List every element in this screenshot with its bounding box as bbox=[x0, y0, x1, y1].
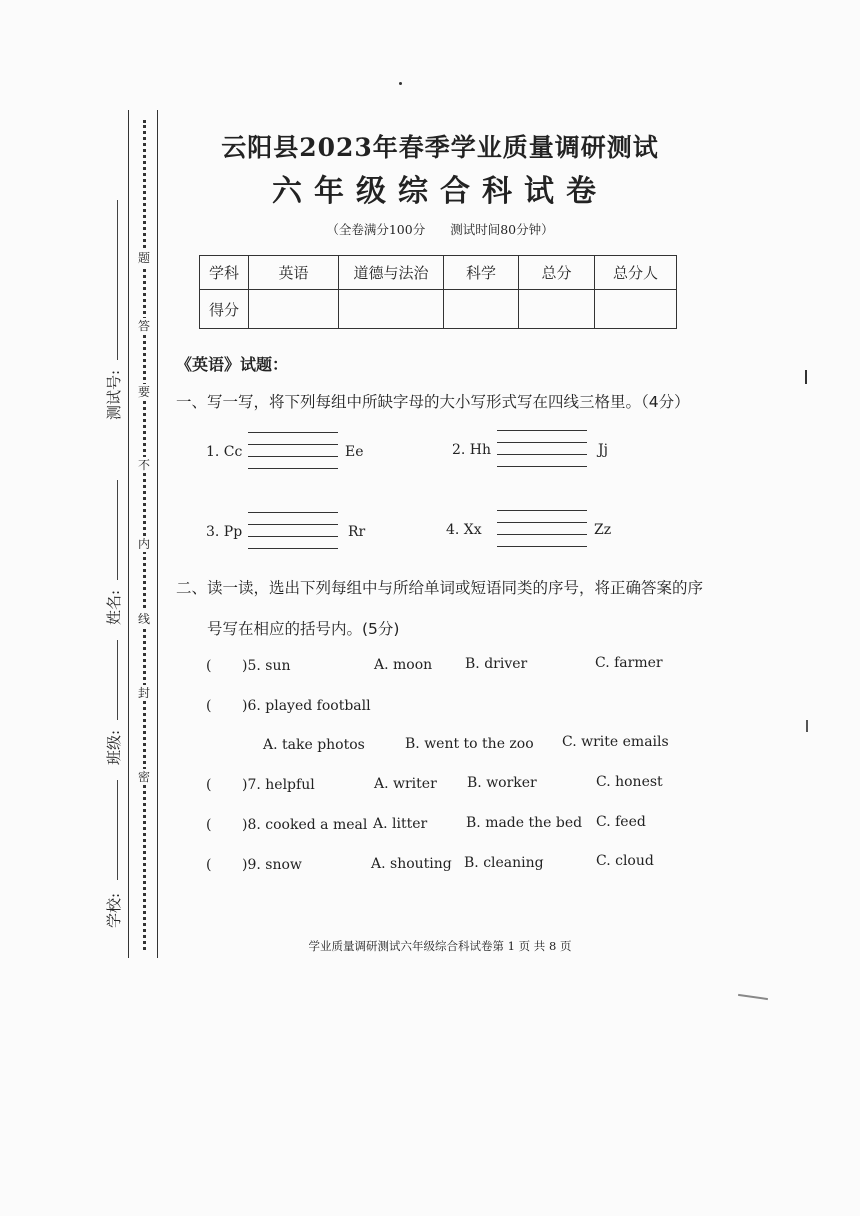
option-b: B. made the bed bbox=[466, 815, 583, 831]
table-header-cell: 英语 bbox=[249, 256, 339, 290]
score-cell[interactable] bbox=[339, 290, 444, 329]
exam-title: 云阳县2023年春季学业质量调研测试 bbox=[221, 133, 659, 162]
seal-char: 线 bbox=[137, 612, 150, 626]
test-number-label: 测试号: bbox=[105, 369, 123, 420]
letter-item-left: 2. Hh bbox=[452, 442, 492, 458]
score-table bbox=[199, 255, 677, 329]
table-row-label: 得分 bbox=[200, 290, 249, 329]
score-cell[interactable] bbox=[249, 290, 339, 329]
table-header-cell: 道德与法治 bbox=[339, 256, 444, 290]
section2-title: 二、读一读，选出下列每组中与所给单词或短语同类的序号，将正确答案的序 bbox=[176, 579, 704, 597]
option-c: C. cloud bbox=[596, 853, 654, 869]
option-c: C. farmer bbox=[595, 655, 663, 671]
margin-rule bbox=[128, 110, 129, 958]
test-number-line bbox=[117, 200, 118, 360]
question-word: )8. cooked a meal bbox=[242, 817, 368, 833]
answer-paren[interactable]: ( bbox=[206, 857, 212, 873]
answer-paren[interactable]: ( bbox=[206, 658, 212, 674]
option-a: A. litter bbox=[373, 816, 428, 832]
scan-speck bbox=[738, 994, 768, 1000]
answer-paren[interactable]: ( bbox=[206, 698, 212, 714]
margin-rule bbox=[157, 110, 158, 958]
question-word: )5. sun bbox=[242, 658, 291, 674]
school-line bbox=[117, 780, 118, 880]
letter-item-right: Rr bbox=[348, 524, 366, 540]
dotted-seal-line bbox=[143, 120, 146, 950]
answer-paren[interactable]: ( bbox=[206, 777, 212, 793]
score-cell[interactable] bbox=[444, 290, 519, 329]
letter-item-left: 3. Pp bbox=[206, 524, 243, 540]
seal-char: 答 bbox=[137, 319, 150, 333]
option-c: C. feed bbox=[596, 814, 646, 830]
four-line-grid[interactable] bbox=[248, 432, 338, 468]
option-b: B. cleaning bbox=[464, 855, 544, 871]
question-word: )9. snow bbox=[242, 857, 302, 873]
section1-title: 一、写一写，将下列每组中所缺字母的大小写形式写在四线三格里。（4分） bbox=[176, 393, 690, 411]
class-line bbox=[117, 640, 118, 720]
question-word: )7. helpful bbox=[242, 777, 315, 793]
seal-char: 密 bbox=[137, 770, 150, 784]
option-a: A. writer bbox=[374, 776, 437, 792]
exam-note: （全卷满分100分 测试时间80分钟） bbox=[326, 222, 554, 237]
letter-item-right: Ee bbox=[345, 444, 364, 460]
scan-speck bbox=[806, 720, 808, 732]
answer-paren[interactable]: ( bbox=[206, 817, 212, 833]
option-c: C. honest bbox=[596, 774, 663, 790]
letter-item-right: Zz bbox=[594, 522, 612, 538]
letter-item-left: 4. Xx bbox=[446, 522, 482, 538]
name-line bbox=[117, 480, 118, 580]
option-a: A. shouting bbox=[371, 856, 452, 872]
seal-char: 要 bbox=[137, 385, 150, 399]
page-footer: 学业质量调研测试六年级综合科试卷第 1 页 共 8 页 bbox=[308, 939, 572, 953]
option-b: B. driver bbox=[465, 656, 528, 672]
english-heading: 《英语》试题： bbox=[176, 355, 289, 374]
name-label: 姓名: bbox=[105, 589, 123, 625]
score-cell[interactable] bbox=[595, 290, 677, 329]
class-label: 班级: bbox=[105, 729, 123, 765]
four-line-grid[interactable] bbox=[248, 512, 338, 548]
option-b: B. worker bbox=[467, 775, 537, 791]
option-a: A. moon bbox=[374, 657, 433, 673]
table-header-cell: 学科 bbox=[200, 256, 249, 290]
scan-speck bbox=[805, 370, 807, 384]
four-line-grid[interactable] bbox=[497, 510, 587, 546]
option-a: A. take photos bbox=[263, 737, 365, 753]
seal-char: 不 bbox=[137, 458, 150, 472]
seal-char: 内 bbox=[137, 537, 150, 551]
seal-char: 题 bbox=[137, 251, 150, 265]
table-header-cell: 总分人 bbox=[595, 256, 677, 290]
score-cell[interactable] bbox=[519, 290, 595, 329]
scan-speck bbox=[399, 82, 402, 85]
option-b: B. went to the zoo bbox=[405, 736, 534, 752]
question-word: )6. played football bbox=[242, 698, 371, 714]
exam-subtitle: 六年级综合科试卷 bbox=[272, 174, 608, 209]
section2-title-cont: 号写在相应的括号内。(5分) bbox=[207, 620, 400, 638]
school-label: 学校: bbox=[105, 892, 123, 928]
letter-item-left: 1. Cc bbox=[206, 444, 243, 460]
letter-item-right: Jj bbox=[598, 442, 608, 458]
four-line-grid[interactable] bbox=[497, 430, 587, 466]
table-header-cell: 科学 bbox=[444, 256, 519, 290]
option-c: C. write emails bbox=[562, 734, 669, 750]
seal-char: 封 bbox=[137, 686, 150, 700]
table-header-cell: 总分 bbox=[519, 256, 595, 290]
